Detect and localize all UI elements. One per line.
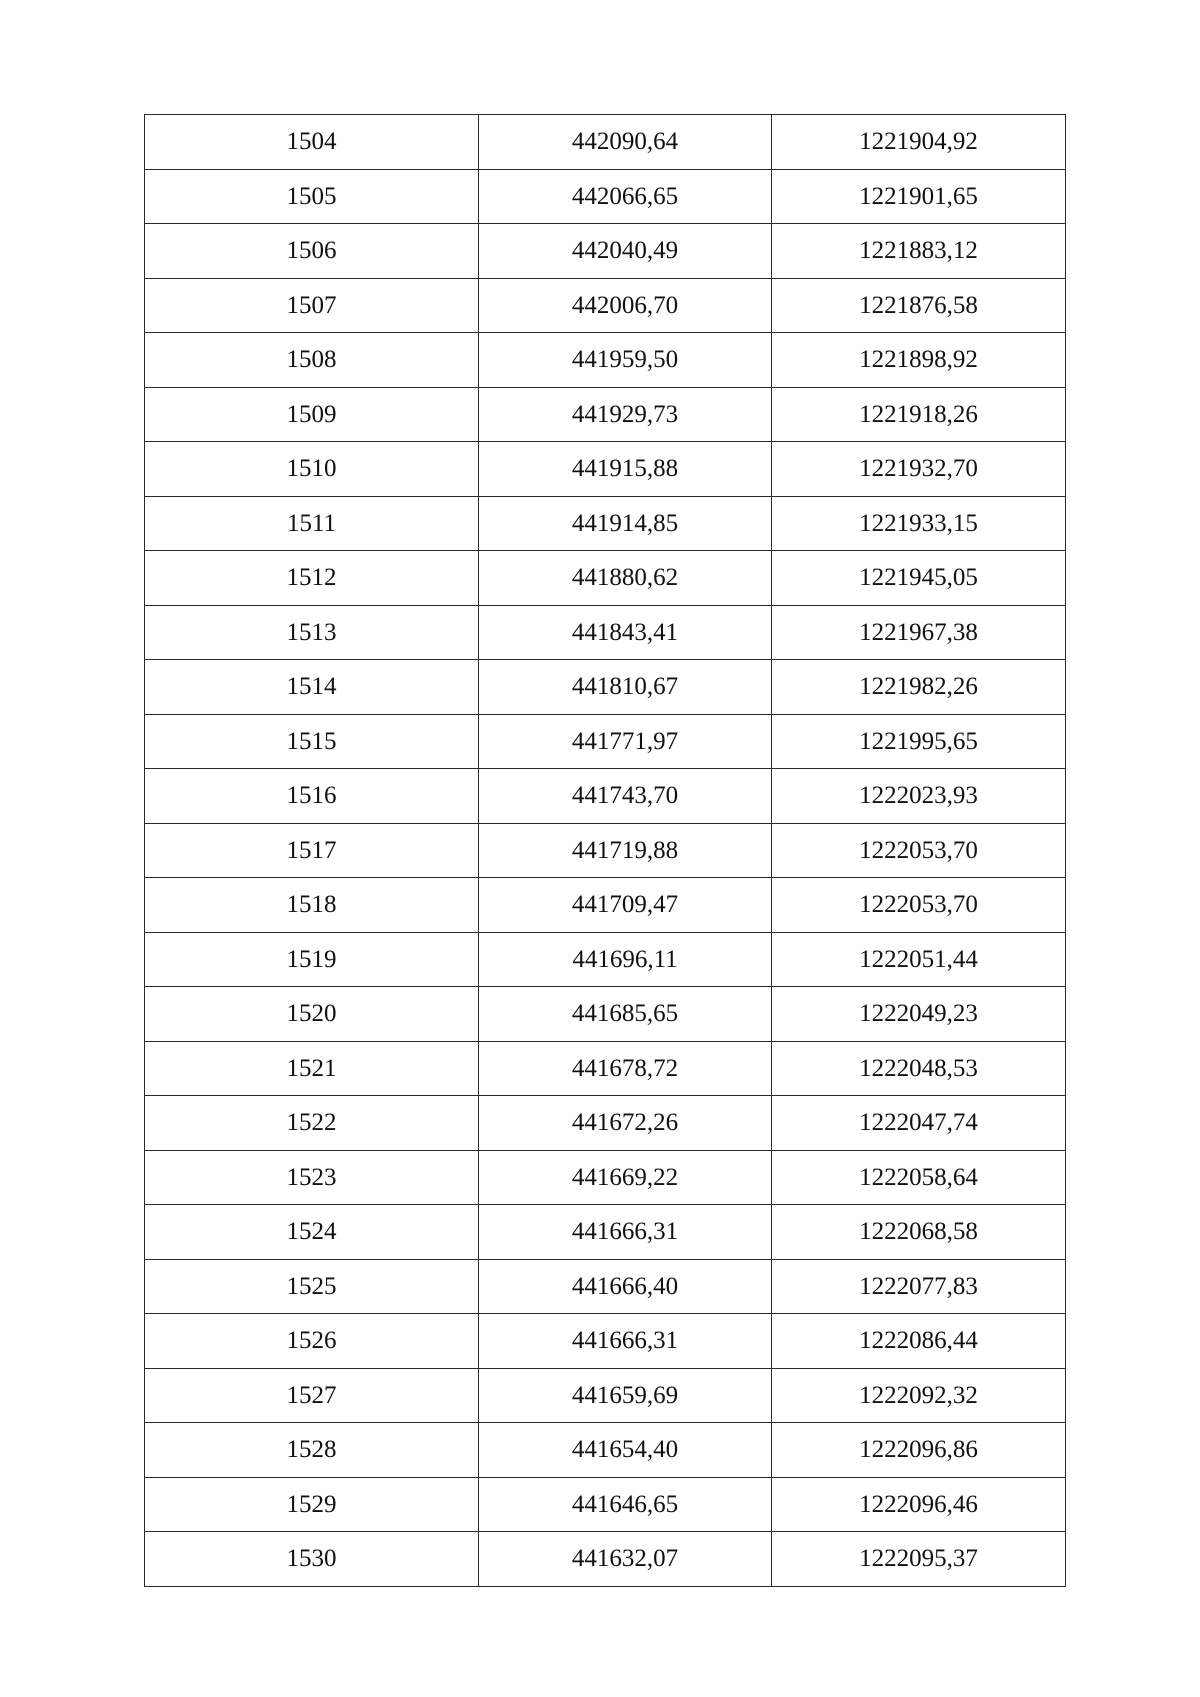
x-coordinate-cell: 441678,72 (479, 1041, 772, 1096)
point-number-cell: 1526 (145, 1314, 479, 1369)
x-coordinate-cell: 441685,65 (479, 987, 772, 1042)
table-row (145, 333, 1066, 388)
table-row (145, 660, 1066, 715)
y-coordinate-cell: 1221876,58 (772, 278, 1066, 333)
y-coordinate-cell: 1222053,70 (772, 823, 1066, 878)
point-number-cell: 1530 (145, 1532, 479, 1587)
x-coordinate-cell: 441666,31 (479, 1314, 772, 1369)
x-coordinate-cell: 441646,65 (479, 1477, 772, 1532)
y-coordinate-cell: 1221932,70 (772, 442, 1066, 497)
y-coordinate-cell: 1221967,38 (772, 605, 1066, 660)
x-coordinate-cell: 442006,70 (479, 278, 772, 333)
table-row (145, 932, 1066, 987)
point-number-cell: 1525 (145, 1259, 479, 1314)
table-row (145, 169, 1066, 224)
table-row (145, 496, 1066, 551)
x-coordinate-cell: 441929,73 (479, 387, 772, 442)
x-coordinate-cell: 441743,70 (479, 769, 772, 824)
point-number-cell: 1508 (145, 333, 479, 388)
table-row (145, 1096, 1066, 1151)
table-row (145, 987, 1066, 1042)
table-row (145, 1423, 1066, 1478)
point-number-cell: 1511 (145, 496, 479, 551)
y-coordinate-cell: 1222023,93 (772, 769, 1066, 824)
table-row (145, 1259, 1066, 1314)
y-coordinate-cell: 1222086,44 (772, 1314, 1066, 1369)
x-coordinate-cell: 441771,97 (479, 714, 772, 769)
point-number-cell: 1527 (145, 1368, 479, 1423)
y-coordinate-cell: 1221898,92 (772, 333, 1066, 388)
x-coordinate-cell: 441672,26 (479, 1096, 772, 1151)
x-coordinate-cell: 441880,62 (479, 551, 772, 606)
coordinates-table-body (145, 115, 1066, 1587)
y-coordinate-cell: 1221933,15 (772, 496, 1066, 551)
table-row (145, 1477, 1066, 1532)
point-number-cell: 1515 (145, 714, 479, 769)
table-row (145, 714, 1066, 769)
table-row (145, 1314, 1066, 1369)
y-coordinate-cell: 1222047,74 (772, 1096, 1066, 1151)
x-coordinate-cell: 441632,07 (479, 1532, 772, 1587)
table-row (145, 115, 1066, 170)
y-coordinate-cell: 1222092,32 (772, 1368, 1066, 1423)
x-coordinate-cell: 442040,49 (479, 224, 772, 279)
table-row (145, 387, 1066, 442)
point-number-cell: 1529 (145, 1477, 479, 1532)
y-coordinate-cell: 1221901,65 (772, 169, 1066, 224)
x-coordinate-cell: 441696,11 (479, 932, 772, 987)
x-coordinate-cell: 441959,50 (479, 333, 772, 388)
point-number-cell: 1510 (145, 442, 479, 497)
table-row (145, 605, 1066, 660)
x-coordinate-cell: 441669,22 (479, 1150, 772, 1205)
point-number-cell: 1518 (145, 878, 479, 933)
table-row (145, 1368, 1066, 1423)
y-coordinate-cell: 1222095,37 (772, 1532, 1066, 1587)
table-row (145, 551, 1066, 606)
point-number-cell: 1524 (145, 1205, 479, 1260)
point-number-cell: 1514 (145, 660, 479, 715)
point-number-cell: 1517 (145, 823, 479, 878)
y-coordinate-cell: 1222053,70 (772, 878, 1066, 933)
x-coordinate-cell: 442090,64 (479, 115, 772, 170)
y-coordinate-cell: 1222096,46 (772, 1477, 1066, 1532)
x-coordinate-cell: 441709,47 (479, 878, 772, 933)
table-row (145, 278, 1066, 333)
point-number-cell: 1513 (145, 605, 479, 660)
point-number-cell: 1521 (145, 1041, 479, 1096)
point-number-cell: 1505 (145, 169, 479, 224)
x-coordinate-cell: 441666,40 (479, 1259, 772, 1314)
y-coordinate-cell: 1222049,23 (772, 987, 1066, 1042)
table-row (145, 1150, 1066, 1205)
y-coordinate-cell: 1222048,53 (772, 1041, 1066, 1096)
table-row (145, 1041, 1066, 1096)
point-number-cell: 1504 (145, 115, 479, 170)
point-number-cell: 1520 (145, 987, 479, 1042)
x-coordinate-cell: 441666,31 (479, 1205, 772, 1260)
x-coordinate-cell: 441659,69 (479, 1368, 772, 1423)
y-coordinate-cell: 1222077,83 (772, 1259, 1066, 1314)
point-number-cell: 1522 (145, 1096, 479, 1151)
point-number-cell: 1512 (145, 551, 479, 606)
point-number-cell: 1528 (145, 1423, 479, 1478)
x-coordinate-cell: 441915,88 (479, 442, 772, 497)
point-number-cell: 1509 (145, 387, 479, 442)
y-coordinate-cell: 1222051,44 (772, 932, 1066, 987)
x-coordinate-cell: 441719,88 (479, 823, 772, 878)
x-coordinate-cell: 442066,65 (479, 169, 772, 224)
y-coordinate-cell: 1222058,64 (772, 1150, 1066, 1205)
y-coordinate-cell: 1222068,58 (772, 1205, 1066, 1260)
table-row (145, 224, 1066, 279)
point-number-cell: 1516 (145, 769, 479, 824)
table-row (145, 878, 1066, 933)
y-coordinate-cell: 1221945,05 (772, 551, 1066, 606)
point-number-cell: 1519 (145, 932, 479, 987)
point-number-cell: 1506 (145, 224, 479, 279)
point-number-cell: 1507 (145, 278, 479, 333)
x-coordinate-cell: 441914,85 (479, 496, 772, 551)
table-row (145, 1532, 1066, 1587)
coordinates-table (144, 114, 1066, 1587)
table-row (145, 823, 1066, 878)
y-coordinate-cell: 1222096,86 (772, 1423, 1066, 1478)
x-coordinate-cell: 441843,41 (479, 605, 772, 660)
y-coordinate-cell: 1221904,92 (772, 115, 1066, 170)
y-coordinate-cell: 1221982,26 (772, 660, 1066, 715)
table-row (145, 1205, 1066, 1260)
y-coordinate-cell: 1221883,12 (772, 224, 1066, 279)
point-number-cell: 1523 (145, 1150, 479, 1205)
y-coordinate-cell: 1221918,26 (772, 387, 1066, 442)
table-row (145, 769, 1066, 824)
x-coordinate-cell: 441654,40 (479, 1423, 772, 1478)
y-coordinate-cell: 1221995,65 (772, 714, 1066, 769)
x-coordinate-cell: 441810,67 (479, 660, 772, 715)
table-row (145, 442, 1066, 497)
